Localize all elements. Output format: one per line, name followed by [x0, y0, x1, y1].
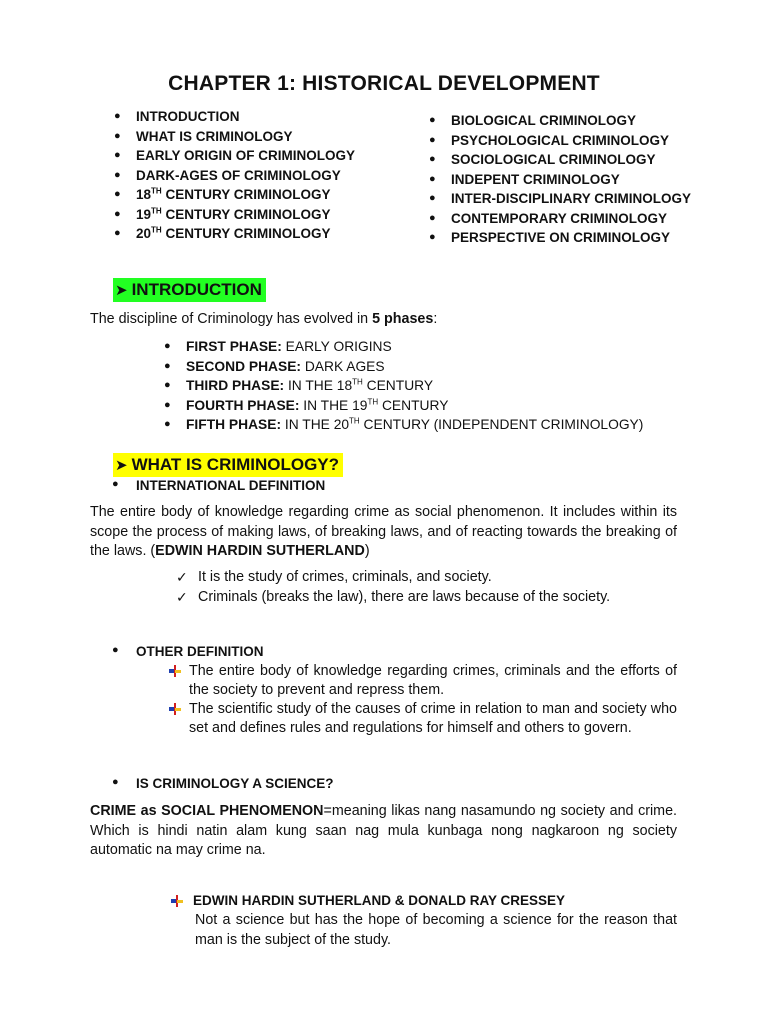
- bullet-icon: ●: [114, 227, 121, 239]
- bullet-icon: ●: [114, 207, 121, 220]
- bullet-icon: ●: [114, 168, 121, 181]
- checkmark-icon: ✓: [176, 569, 188, 585]
- bullet-icon: ●: [164, 418, 171, 430]
- sutherland-cressey-label: EDWIN HARDIN SUTHERLAND & DONALD RAY CRESSEY: [193, 893, 565, 908]
- crime-social-phenomenon-text: CRIME as SOCIAL PHENOMENON=meaning likas nang nasamundo ng society and crime. Which is hindi natin alam kung saan nag mula kunbaga nong nagkaroon ng society automatic na may crime na.: [90, 803, 677, 858]
- phase-item: ● FIRST PHASE: EARLY ORIGINS: [186, 337, 643, 357]
- arrow-bullet-icon: ➤: [115, 282, 128, 299]
- bullet-icon: ●: [114, 110, 121, 122]
- toc-item: ● SOCIOLOGICAL CRIMINOLOGY: [451, 150, 691, 170]
- bullet-icon: ●: [164, 340, 171, 352]
- phase-item: ● THIRD PHASE: IN THE 18TH CENTURY: [186, 376, 643, 396]
- toc-right-list: [429, 111, 692, 248]
- definition-checklist: [176, 568, 677, 607]
- arrow-bullet-icon: ➤: [115, 457, 128, 474]
- introduction-heading: ➤ INTRODUCTION: [113, 278, 266, 302]
- flag-bullet-icon: [169, 703, 181, 715]
- bullet-icon: ●: [112, 776, 119, 788]
- bullet-icon: ●: [164, 359, 171, 372]
- page-title: CHAPTER 1: HISTORICAL DEVELOPMENT: [168, 72, 600, 95]
- toc-item: ● BIOLOGICAL CRIMINOLOGY: [451, 111, 691, 131]
- other-definition-list: [189, 662, 677, 738]
- definition-item: The entire body of knowledge regarding crimes, criminals and the efforts of the society to prevent and repress them.: [189, 662, 677, 700]
- toc-item: ● 20TH CENTURY CRIMINOLOGY: [136, 224, 355, 244]
- bullet-icon: ●: [164, 398, 171, 411]
- bullet-icon: ●: [429, 211, 436, 224]
- phase-item: ● SECOND PHASE: DARK AGES: [186, 357, 643, 377]
- bullet-icon: ●: [112, 644, 119, 656]
- bullet-icon: ●: [114, 188, 121, 200]
- phase-item: ● FOURTH PHASE: IN THE 19TH CENTURY: [186, 396, 643, 416]
- phase-item: ● FIFTH PHASE: IN THE 20TH CENTURY (INDEPENDENT CRIMINOLOGY): [186, 415, 643, 435]
- flag-bullet-icon: [169, 665, 181, 677]
- flag-bullet-icon: [171, 895, 183, 907]
- international-definition-text: The entire body of knowledge regarding crime as social phenomenon. It includes within its scope the process of making laws, of breaking laws, and of reacting towards the breaking of the laws. (EDWIN HARDIN SUTHERLAND): [90, 504, 677, 559]
- bullet-icon: ●: [429, 231, 436, 243]
- toc-item: ● 19TH CENTURY CRIMINOLOGY: [136, 205, 355, 225]
- bullet-icon: ●: [429, 133, 436, 146]
- other-definition-label: ● OTHER DEFINITION: [112, 644, 264, 659]
- toc-left-list: [114, 107, 356, 244]
- bullet-icon: ●: [429, 114, 436, 126]
- toc-item: ● INTRODUCTION: [136, 107, 355, 127]
- toc-item: ● EARLY ORIGIN OF CRIMINOLOGY: [136, 146, 355, 166]
- check-item: ✓ Criminals (breaks the law), there are laws because of the society.: [198, 588, 677, 608]
- is-criminology-science-label: ● IS CRIMINOLOGY A SCIENCE?: [112, 776, 334, 791]
- check-item: ✓ It is the study of crimes, criminals, and society.: [198, 568, 677, 588]
- intro-paragraph: The discipline of Criminology has evolved in 5 phases:: [90, 311, 438, 327]
- international-definition-label: ● INTERNATIONAL DEFINITION: [112, 478, 326, 493]
- checkmark-icon: ✓: [176, 588, 188, 605]
- bullet-icon: ●: [114, 149, 121, 161]
- bullet-icon: ●: [429, 153, 436, 165]
- bullet-icon: ●: [114, 129, 121, 142]
- what-is-criminology-heading: ➤ WHAT IS CRIMINOLOGY?: [113, 453, 343, 477]
- phases-list: [164, 337, 644, 435]
- bullet-icon: ●: [429, 172, 436, 185]
- sutherland-cressey-text: Not a science but has the hope of becoming a science for the reason that man is the subject of the study.: [195, 912, 677, 948]
- bullet-icon: ●: [112, 478, 119, 490]
- bullet-icon: ●: [164, 379, 171, 391]
- toc-item: ● CONTEMPORARY CRIMINOLOGY: [451, 209, 691, 229]
- toc-item: ● PERSPECTIVE ON CRIMINOLOGY: [451, 228, 691, 248]
- toc-item: ● 18TH CENTURY CRIMINOLOGY: [136, 185, 355, 205]
- toc-item: ● INDEPENT CRIMINOLOGY: [451, 170, 691, 190]
- toc-item: ● PSYCHOLOGICAL CRIMINOLOGY: [451, 131, 691, 151]
- toc-item: ● DARK-AGES OF CRIMINOLOGY: [136, 166, 355, 186]
- definition-item: The scientific study of the causes of crime in relation to man and society who set and defines rules and regulations for himself and others to govern.: [189, 700, 677, 738]
- toc-item: ● WHAT IS CRIMINOLOGY: [136, 127, 355, 147]
- toc-item: ● INTER-DISCIPLINARY CRIMINOLOGY: [451, 189, 691, 209]
- bullet-icon: ●: [429, 192, 436, 204]
